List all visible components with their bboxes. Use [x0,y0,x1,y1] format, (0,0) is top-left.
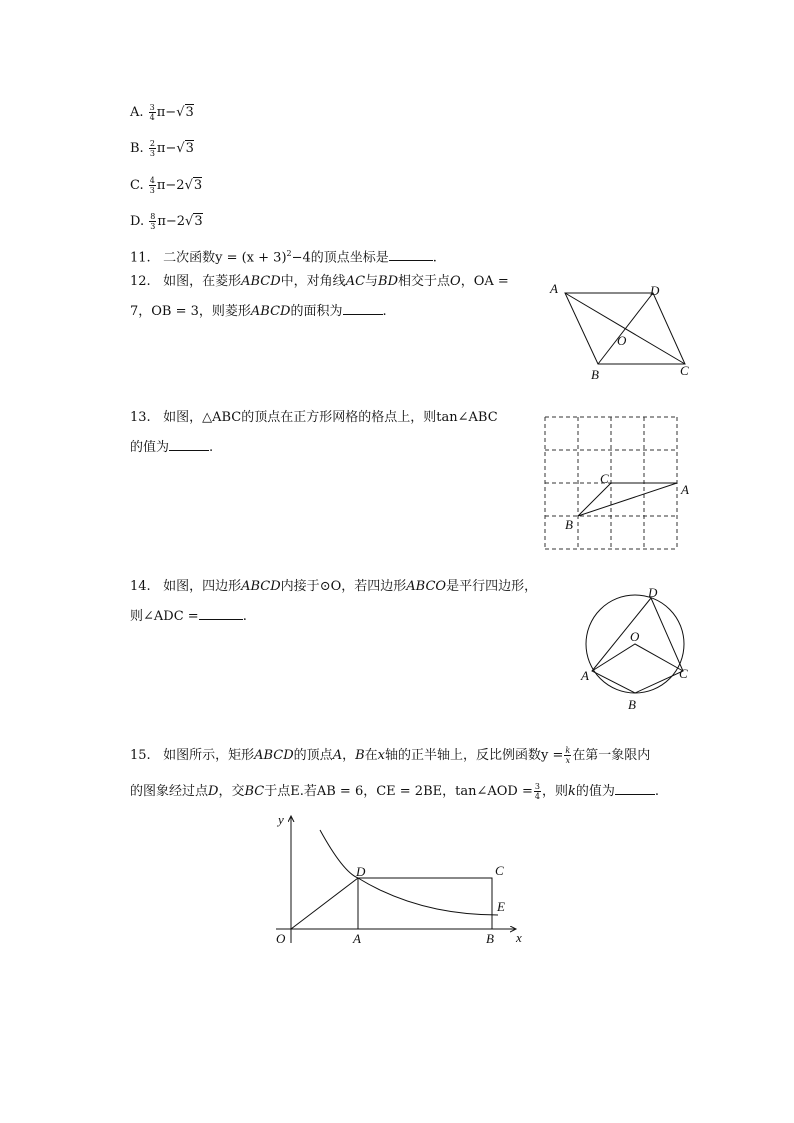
rectangle-abcd [358,878,492,929]
option-d-fraction [149,212,156,231]
q15-text: ，则 [541,784,568,799]
q15-x: x [377,748,386,763]
q15-b: B [355,748,365,763]
option-b-fraction [149,139,156,158]
q12-text: 如图，在菱形 [163,274,242,289]
label-o: O [617,333,627,348]
q15-k: k [567,784,576,799]
q12-ac: AC [345,274,366,289]
q11-exponent: 2 [286,249,292,258]
option-b-pi: π− [156,141,177,156]
q14-abco: ABCO [406,579,447,594]
label-a: A [681,482,689,497]
question-14-line-2 [130,607,247,625]
option-a-pi: π− [156,105,177,120]
label-b: B [486,931,494,946]
label-c: C [600,471,609,486]
option-b-radicand: 3 [185,141,194,156]
q12-bd: BD [378,274,399,289]
label-x: x [516,930,522,945]
answer-blank[interactable] [169,438,209,451]
option-d: D. $\frac{8}{3}$ π−2√3 [130,212,203,231]
q12-text: 相交于点 [398,274,451,289]
q15-d: D [208,784,219,799]
q12-text: 的面积为 [290,304,343,319]
q15-text: 于点E.若AB = 6，CE = 2BE，tan∠AOD = [264,784,533,799]
q14-text: 则∠ADC = [130,609,199,624]
q14-text: 如图，四边形 [163,579,242,594]
triangle-abc [578,483,677,516]
q13-tan: tan∠ABC [436,410,498,425]
option-c-label: C. [130,178,144,193]
diagonal-bd [598,293,653,364]
question-number: 12. [130,274,151,289]
option-b-label: B. [130,141,144,156]
option-a-fraction [149,103,156,122]
q12-text: 中，对角线 [280,274,346,289]
segment-od [291,878,358,929]
option-c-fraction [149,176,156,195]
q14-end: . [242,609,247,624]
option-d-denominator: 3 [150,222,156,231]
q15-tan-denominator: 4 [534,792,540,801]
segments-ao-oc [592,644,683,671]
option-a-denominator: 4 [149,113,155,122]
q11-text-pre: 二次函数 [163,250,216,266]
q14-circle-o: ⊙O [319,579,342,594]
option-d-numerator: 8 [150,212,156,221]
q14-circle-figure [578,584,698,716]
option-c-coefficient: 2 [176,178,185,193]
q11-text-post: 的顶点坐标是 [310,250,389,266]
q11-end: . [432,250,437,266]
q11-expr: y = (x + 3) [215,250,287,266]
option-c: C. $\frac{4}{3}$ π−2√3 [130,176,203,195]
label-d: D [356,864,366,879]
label-y: y [278,812,284,827]
q13-triangle: △ABC [202,410,242,425]
label-d: D [650,283,660,298]
label-b: B [591,367,599,382]
option-c-denominator: 3 [149,186,155,195]
question-number: 15. [130,748,151,763]
label-b: B [565,517,573,532]
label-c: C [495,863,504,878]
question-15-line-1 [130,746,650,765]
option-a-radicand: 3 [185,105,194,120]
label-b: B [628,697,636,712]
q15-end: . [654,784,660,799]
question-12-line-2 [130,302,387,320]
option-a-numerator: 3 [149,103,155,112]
q12-o: O [450,274,461,289]
answer-blank[interactable] [199,607,243,620]
q14-text: 是平行四边形， [446,579,538,594]
q12-text: 与 [365,274,379,289]
question-11 [130,246,437,266]
q15-text: ，交 [218,784,245,799]
answer-blank[interactable] [343,302,383,315]
q15-fraction-3-4 [534,782,541,801]
option-c-radicand: 3 [193,178,203,193]
option-d-coefficient: 2 [176,214,186,229]
q12-abcd: ABCD [241,274,281,289]
option-b: B. $\frac{2}{3}$ π−√3 [130,139,194,158]
q15-fraction-k-x [564,746,571,765]
option-c-numerator: 4 [149,176,155,185]
answer-blank[interactable] [389,248,433,261]
question-14-line-1 [130,579,537,595]
question-number: 14. [130,579,151,594]
q13-text: 的顶点在正方形网格的格点上，则 [241,410,437,425]
label-o: O [630,629,640,644]
option-b-numerator: 2 [149,139,155,148]
q14-text: ，若四边形 [341,579,407,594]
label-c: C [680,363,689,378]
label-a: A [353,931,361,946]
q13-text: 如图， [163,410,203,425]
q15-text: 的顶点 [293,748,333,763]
option-a: A. $\frac{3}{4}$ π−√3 [130,103,194,122]
q12-text: 7，OB = 3，则菱形 [130,304,251,319]
label-c: C [679,666,688,681]
q13-end: . [209,440,214,455]
q15-text: 在 [364,748,378,763]
q14-abcd: ABCD [241,579,281,594]
q15-text: ， [342,748,356,763]
q15-text: 的图象经过点 [130,784,209,799]
q15-text: 轴的正半轴上，反比例函数 [385,748,542,763]
q14-text: 内接于 [280,579,320,594]
question-number: 11. [130,250,151,266]
question-13-line-2 [130,438,213,456]
label-e: E [497,899,505,914]
question-number: 13. [130,410,151,425]
q15-a: A [332,748,343,763]
q13-grid-figure [543,415,693,555]
q11-expr2: −4 [291,250,311,266]
label-a: A [550,281,558,296]
q15-bc: BC [244,784,265,799]
q15-text: 在第一象限内 [572,748,651,763]
q12-rhombus-figure [545,276,695,382]
q15-text: 如图所示，矩形 [163,748,255,763]
q12-text: ，OA = [460,274,509,289]
label-a: A [581,668,589,683]
option-b-denominator: 3 [149,149,155,158]
option-a-label: A. [130,105,144,120]
question-15-line-2 [130,782,659,801]
q15-fraction-denominator: x [565,756,571,765]
q15-tan-numerator: 3 [534,782,540,791]
q13-text: 的值为 [130,440,170,455]
q15-fraction-numerator: k [565,746,571,755]
question-12-line-1 [130,274,509,290]
q15-abcd: ABCD [254,748,294,763]
q15-fy: y = [541,748,564,763]
q12-end: . [382,304,387,319]
option-d-label: D. [130,214,145,229]
option-c-pi: π− [156,178,177,193]
q15-coordinate-figure [268,812,538,952]
label-d: D [648,585,658,600]
q15-text: 的值为 [575,784,615,799]
answer-blank[interactable] [615,782,655,795]
option-d-pi: π− [157,214,177,229]
q12-abcd: ABCD [250,304,291,319]
hyperbola-curve [320,830,498,915]
label-o: O [276,931,286,946]
question-13-line-1 [130,410,498,426]
option-d-radicand: 3 [194,214,203,229]
